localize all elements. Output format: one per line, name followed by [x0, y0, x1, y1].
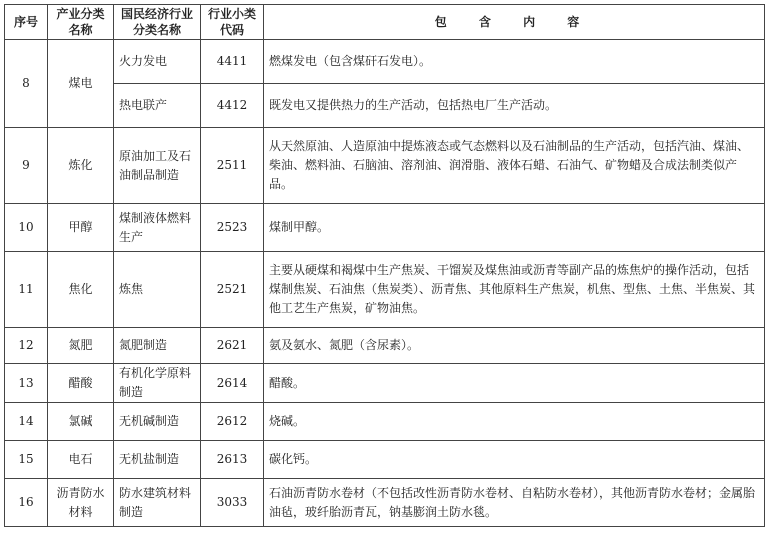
row-industry: 无机碱制造 [114, 403, 201, 441]
header-no: 序号 [5, 5, 48, 40]
row-content: 石油沥青防水卷材（不包括改性沥青防水卷材、自粘防水卷材），其他沥青防水卷材；金属胎油毡，玻纤胎沥青瓦，钠基膨润土防水毯。 [264, 479, 765, 527]
row-no: 14 [5, 403, 48, 441]
row-content: 碳化钙。 [264, 441, 765, 479]
table-row [5, 441, 765, 479]
table-row [5, 40, 765, 84]
row-code: 2614 [201, 364, 264, 403]
row-no: 10 [5, 204, 48, 252]
row-no: 12 [5, 328, 48, 364]
row-industry: 热电联产 [114, 84, 201, 128]
industry-classification-table [4, 4, 765, 527]
row-category: 甲醇 [48, 204, 114, 252]
row-code: 4411 [201, 40, 264, 84]
row-code: 2621 [201, 328, 264, 364]
row-content: 主要从硬煤和褐煤中生产焦炭、干馏炭及煤焦油或沥青等副产品的炼焦炉的操作活动，包括煤制焦炭、石油焦（焦炭类）、沥青焦、其他原料生产焦炭，机焦、型焦、土焦、半焦炭、其他工艺生产焦炭，矿物油焦。 [264, 252, 765, 328]
row-category: 氯碱 [48, 403, 114, 441]
row-no: 16 [5, 479, 48, 527]
row-category: 炼化 [48, 128, 114, 204]
row-industry: 炼焦 [114, 252, 201, 328]
table-row [5, 479, 765, 527]
row-category: 煤电 [48, 40, 114, 128]
row-no: 9 [5, 128, 48, 204]
header-code: 行业小类 代码 [201, 5, 264, 40]
row-industry: 无机盐制造 [114, 441, 201, 479]
row-code: 2523 [201, 204, 264, 252]
row-no: 11 [5, 252, 48, 328]
row-industry: 原油加工及石油制品制造 [114, 128, 201, 204]
table-row [5, 128, 765, 204]
row-content: 煤制甲醇。 [264, 204, 765, 252]
table-row [5, 403, 765, 441]
row-category: 沥青防水材料 [48, 479, 114, 527]
header-industry: 国民经济行业 分类名称 [114, 5, 201, 40]
row-code: 3033 [201, 479, 264, 527]
row-content: 既发电又提供热力的生产活动，包括热电厂生产活动。 [264, 84, 765, 128]
header-row [5, 5, 765, 40]
row-content: 氨及氨水、氮肥（含尿素）。 [264, 328, 765, 364]
row-no: 13 [5, 364, 48, 403]
row-category: 焦化 [48, 252, 114, 328]
row-code: 2521 [201, 252, 264, 328]
table-row [5, 364, 765, 403]
table-row [5, 252, 765, 328]
row-code: 2612 [201, 403, 264, 441]
row-code: 2613 [201, 441, 264, 479]
row-industry: 防水建筑材料制造 [114, 479, 201, 527]
row-content: 燃煤发电（包含煤矸石发电）。 [264, 40, 765, 84]
header-category: 产业分类 名称 [48, 5, 114, 40]
row-industry: 有机化学原料制造 [114, 364, 201, 403]
row-industry: 氮肥制造 [114, 328, 201, 364]
row-code: 2511 [201, 128, 264, 204]
row-industry: 煤制液体燃料生产 [114, 204, 201, 252]
table-row [5, 328, 765, 364]
row-no: 15 [5, 441, 48, 479]
row-industry: 火力发电 [114, 40, 201, 84]
table-row [5, 204, 765, 252]
header-content: 包 含 内 容 [264, 5, 765, 40]
row-content: 醋酸。 [264, 364, 765, 403]
table-row [5, 84, 765, 128]
row-content: 烧碱。 [264, 403, 765, 441]
row-content: 从天然原油、人造原油中提炼液态或气态燃料以及石油制品的生产活动，包括汽油、煤油、柴油、燃料油、石脑油、溶剂油、润滑脂、液体石蜡、石油气、矿物蜡及合成法制类似产品。 [264, 128, 765, 204]
row-no: 8 [5, 40, 48, 128]
row-category: 电石 [48, 441, 114, 479]
row-code: 4412 [201, 84, 264, 128]
row-category: 醋酸 [48, 364, 114, 403]
row-category: 氮肥 [48, 328, 114, 364]
